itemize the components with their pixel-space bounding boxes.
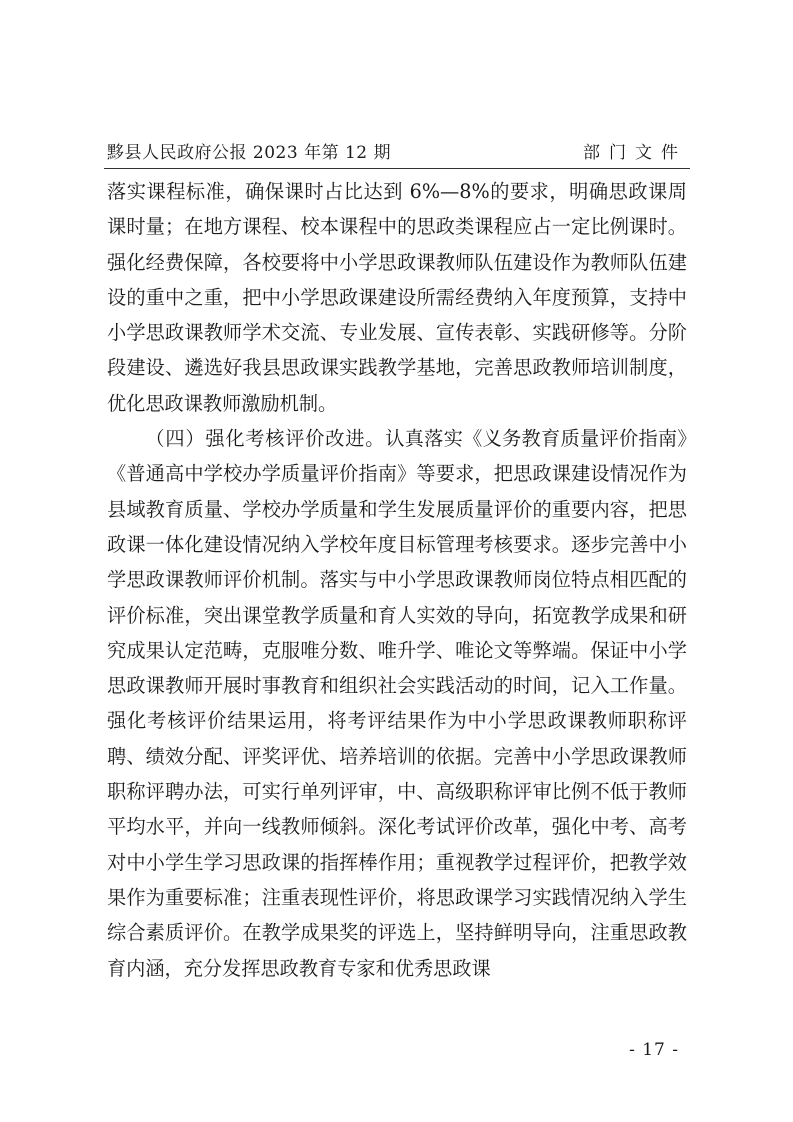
- section-label: 部门文件: [583, 143, 687, 163]
- section-heading: （四）强化考核评价改进。: [145, 427, 386, 451]
- page-number: - 17 -: [629, 1040, 679, 1060]
- document-body: [107, 174, 687, 986]
- paragraph-continuation: 落实课程标准，确保课时占比达到 6%—8%的要求，明确思政课周课时量；在地方课程、校本课程中的思政类课程应占一定比例课时。强化经费保障，各校要将中小学思政课教师队伍建设作为教师队伍建设的重中之重，把中小学思政课建设所需经费纳入年度预算，支持中小学思政课教师学术交流、专业发展、宣传表彰、实践研修等。分阶段建设、遴选好我县思政课实践教学基地，完善思政教师培训制度，优化思政课教师激励机制。: [107, 180, 687, 415]
- gazette-title: 黟县人民政府公报 2023 年第 12 期: [107, 143, 392, 163]
- paragraph-text: 认真落实《义务教育质量评价指南》《普通高中学校办学质量评价指南》等要求，把思政课建设情况作为县域教育质量、学校办学质量和学生发展质量评价的重要内容，把思政课一体化建设情况纳入学校年度目标管理考核要求。逐步完善中小学思政课教师评价机制。落实与中小学思政课教师岗位特点相匹配的评价标准，突出课堂教学质量和育人实效的导向，拓宽教学成果和研究成果认定范畴，克服唯分数、唯升学、唯论文等弊端。保证中小学思政课教师开展时事教育和组织社会实践活动的时间，记入工作量。强化考核评价结果运用，将考评结果作为中小学思政课教师职称评聘、绩效分配、评奖评优、培养培训的依据。完善中小学思政课教师职称评聘办法，可实行单列评审，中、高级职称评审比例不低于教师平均水平，并向一线教师倾斜。深化考试评价改革，强化中考、高考对中小学生学习思政课的指挥棒作用；重视教学过程评价，把教学效果作为重要标准；注重表现性评价，将思政课学习实践情况纳入学生综合素质评价。在教学成果奖的评选上，坚持鲜明导向，注重思政教育内涵，充分发挥思政教育专家和优秀思政课: [107, 427, 688, 980]
- page-header: [107, 139, 687, 167]
- paragraph-assessment: [107, 421, 687, 986]
- header-divider: [104, 168, 690, 169]
